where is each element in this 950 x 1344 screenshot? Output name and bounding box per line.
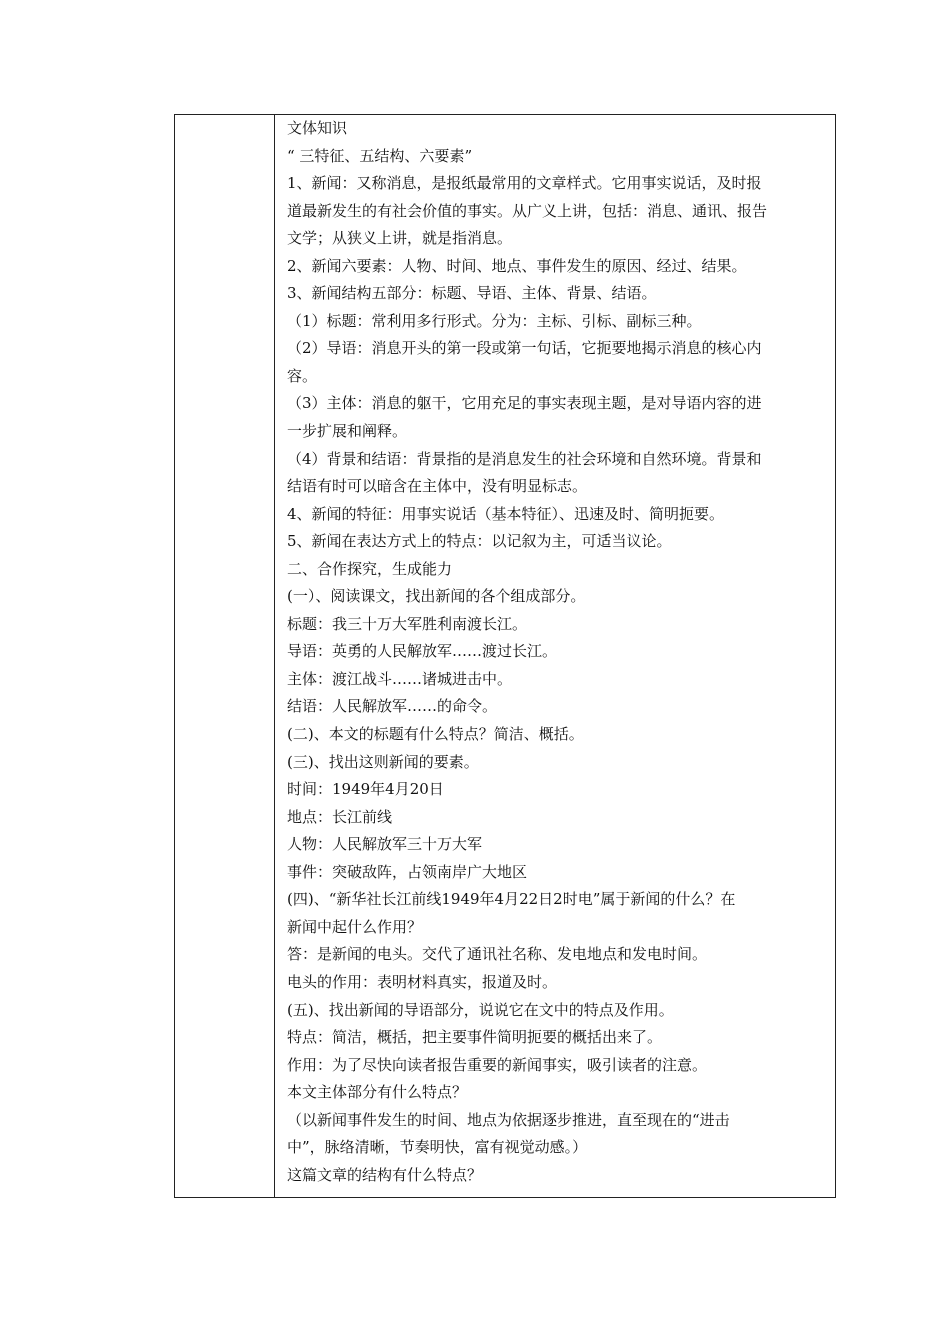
text-line: 3、新闻结构五部分：标题、导语、主体、背景、结语。 — [287, 284, 657, 303]
text-line: 新闻中起什么作用？ — [287, 917, 423, 936]
text-line: 导语：英勇的人民解放军……渡过长江。 — [287, 642, 558, 661]
text-line: 事件：突破敌阵，占领南岸广大地区 — [287, 862, 528, 881]
text-line: （2）导语：消息开头的第一段或第一句话，它扼要地揭示消息的核心内 — [287, 339, 762, 358]
text-line: 地点：长江前线 — [287, 807, 393, 826]
text-line: （以新闻事件发生的时间、地点为依据逐步推进，直至现在的“进击 — [287, 1110, 730, 1129]
text-line: “ 三特征、五结构、六要素” — [287, 146, 473, 165]
text-line: 文体知识 — [287, 119, 348, 137]
text-line: 5、新闻在表达方式上的特点：以记叙为主，可适当议论。 — [287, 532, 672, 551]
text-line: (四)、“新华社长江前线1949年4月22日2时电”属于新闻的什么？在 — [287, 890, 736, 909]
text-line: 电头的作用：表明材料真实，报道及时。 — [287, 972, 558, 991]
lesson-table — [174, 114, 836, 1198]
text-line: 本文主体部分有什么特点？ — [287, 1083, 468, 1102]
text-line: 结语：人民解放军……的命令。 — [287, 697, 498, 716]
text-line: 2、新闻六要素：人物、时间、地点、事件发生的原因、经过、结果。 — [287, 256, 747, 275]
text-line: (二)、本文的标题有什么特点？简洁、概括。 — [287, 725, 584, 744]
text-line: 文学；从狭义上讲，就是指消息。 — [287, 229, 513, 248]
text-line: 标题：我三十万大军胜利南渡长江。 — [287, 614, 528, 633]
text-line: 道最新发生的有社会价值的事实。从广义上讲，包括：消息、通讯、报告 — [287, 201, 768, 220]
content-cell — [287, 115, 827, 1189]
text-line: 4、新闻的特征：用事实说话（基本特征）、迅速及时、简明扼要。 — [287, 504, 725, 523]
text-line: 时间：1949年4月20日 — [287, 780, 444, 799]
text-line: （4）背景和结语：背景指的是消息发生的社会环境和自然环境。背景和 — [287, 449, 762, 468]
text-line: 结语有时可以暗含在主体中，没有明显标志。 — [287, 477, 588, 496]
text-line: （3）主体：消息的躯干，它用充足的事实表现主题，是对导语内容的进 — [287, 394, 762, 413]
text-line: 1、新闻：又称消息，是报纸最常用的文章样式。它用事实说话，及时报 — [287, 174, 762, 193]
text-line: （1）标题：常利用多行形式。分为：主标、引标、副标三种。 — [287, 311, 702, 330]
text-line: 二、合作探究，生成能力 — [287, 559, 453, 578]
text-line: 中”，脉络清晰，节奏明快，富有视觉动感。） — [287, 1138, 588, 1157]
text-line: 一步扩展和阐释。 — [287, 422, 408, 441]
left-column-cell — [175, 115, 275, 1197]
text-line: 特点：简洁，概括，把主要事件简明扼要的概括出来了。 — [287, 1028, 663, 1047]
text-line: 这篇文章的结构有什么特点？ — [287, 1165, 483, 1184]
text-line: 人物：人民解放军三十万大军 — [287, 835, 483, 854]
text-line: (五)、找出新闻的导语部分，说说它在文中的特点及作用。 — [287, 1000, 674, 1019]
text-line: 容。 — [287, 366, 318, 385]
text-line: 主体：渡江战斗……诸城进击中。 — [287, 669, 513, 688]
text-line: (三)、找出这则新闻的要素。 — [287, 752, 479, 771]
text-line: 答：是新闻的电头。交代了通讯社名称、发电地点和发电时间。 — [287, 945, 708, 964]
text-line: (一）、阅读课文，找出新闻的各个组成部分。 — [287, 587, 586, 606]
text-line: 作用：为了尽快向读者报告重要的新闻事实，吸引读者的注意。 — [287, 1055, 708, 1074]
